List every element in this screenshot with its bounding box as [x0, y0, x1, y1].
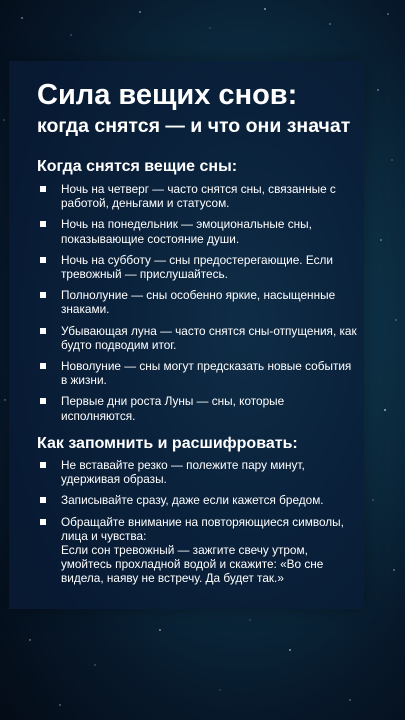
bullet-icon — [40, 497, 46, 503]
list-how-to-remember — [37, 458, 357, 586]
list-item: Ночь на четверг — часто снятся сны, связанные с работой, деньгами и статусом. — [37, 182, 357, 210]
list-item: Полнолуние — сны особенно яркие, насыщенные знаками. — [37, 288, 357, 316]
bullet-icon — [40, 257, 46, 263]
bullet-icon — [40, 519, 46, 525]
list-item: Новолуние — сны могут предсказать новые события в жизни. — [37, 359, 357, 387]
section-heading-when: Когда снятся вещие сны: — [37, 158, 238, 175]
page-subtitle: когда снятся — и что они значат — [37, 115, 351, 137]
bullet-icon — [40, 328, 46, 334]
list-item: Обращайте внимание на повторяющиеся символы, лица и чувства: Если сон тревожный — зажгите свечу утром, умойтесь прохладной водой и скажите: «Во сне видела, наяву не встречу. Да будет так.» — [37, 515, 357, 586]
bullet-icon — [40, 462, 46, 468]
section-heading-how: Как запомнить и расшифровать: — [37, 435, 298, 452]
list-when-prophetic-dreams — [37, 182, 357, 423]
list-item: Не вставайте резко — полежите пару минут, удерживая образы. — [37, 458, 357, 486]
ritual-text: Если сон тревожный — зажгите свечу утром, умойтесь прохладной водой и скажите: «Во сне видела, наяву не встречу. Да будет так.» — [61, 543, 324, 586]
bullet-icon — [40, 292, 46, 298]
list-item: Убывающая луна — часто снятся сны-отпущения, как будто подводим итог. — [37, 324, 357, 352]
bullet-icon — [40, 363, 46, 369]
list-item: Первые дни роста Луны — сны, которые исполняются. — [37, 394, 357, 422]
bullet-icon — [40, 186, 46, 192]
bullet-icon — [40, 398, 46, 404]
list-item: Ночь на понедельник — эмоциональные сны, показывающие состояние души. — [37, 217, 357, 245]
bullet-icon — [40, 221, 46, 227]
page-title: Сила вещих снов: — [37, 79, 298, 111]
list-item: Ночь на субботу — сны предостерегающие. Если тревожный — прислушайтесь. — [37, 253, 357, 281]
list-item: Записывайте сразу, даже если кажется бредом. — [37, 493, 357, 507]
